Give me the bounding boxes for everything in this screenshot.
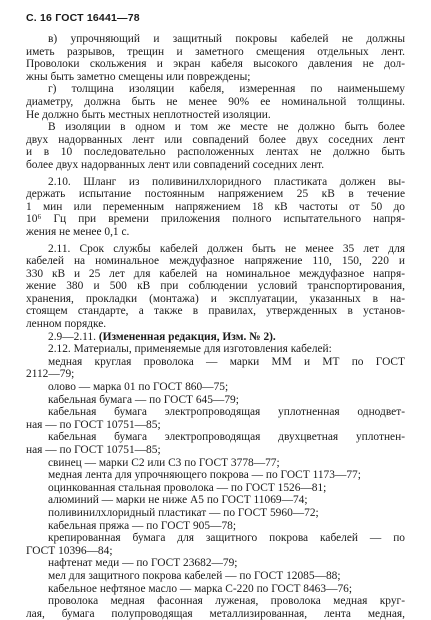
text-line: медная круглая проволока — марки ММ и МТ по ГОСТ (48, 355, 405, 368)
text-line: двух надорванных лент или совпадений более двух соседних лент (26, 133, 405, 146)
document-body (26, 33, 405, 620)
text-line: 2112—79; (26, 368, 75, 381)
text-line: иметь разрывов, трещин и заметного смещения отдельных лент. (26, 45, 405, 58)
text-line: 10⁶ Гц при времени приложения полного испытательного напря- (26, 213, 405, 226)
text-line: ная — по ГОСТ 10751—85; (26, 418, 161, 431)
text-line: жения не менее 0,1 с. (26, 225, 130, 238)
text-line: лая, бумага полупроводящая металлизированная, лента медная, (26, 607, 405, 620)
text-line: Не должно быть местных неплотностей изоляции. (26, 108, 271, 121)
text-line: кабелей на номинальное междуфазное напряжение 110, 150, 220 и (26, 255, 405, 268)
text-line: мел для защитного покрова кабелей — по ГОСТ 12085—88; (48, 569, 341, 582)
text-line: диаметру, должна быть не менее 90% ее номинальной толщины. (26, 95, 405, 108)
text-line: В изоляции в одном и том же месте не должно быть более (48, 121, 405, 134)
text-line: кабельная бумага электропроводящая уплотненная однодвет- (48, 406, 405, 419)
text-line: ленном порядке. (26, 318, 107, 331)
text-line: алюминий — марки не ниже А5 по ГОСТ 11069—74; (48, 494, 308, 507)
text-line: 2.12. Материалы, применяемые для изготовления кабелей: (48, 343, 332, 356)
text-line: жение 380 и 500 кВ при соблюдении условий транспортирования, (26, 280, 405, 293)
text-line: держать испытание постоянным напряжением 25 кВ в течение (26, 188, 405, 201)
text-line: 2.11. Срок службы кабелей должен быть не менее 35 лет для (48, 242, 405, 255)
text-line: 2.10. Шланг из поливинилхлоридного пластиката должен вы- (48, 175, 405, 188)
text-line: кабельная бумага — по ГОСТ 645—79; (48, 393, 239, 406)
page-header: С. 16 ГОСТ 16441—78 (26, 12, 140, 24)
text-line: кабельная пряжа — по ГОСТ 905—78; (48, 519, 237, 532)
text-line: олово — марка 01 по ГОСТ 860—75; (48, 381, 229, 394)
text-line: крепированная бумага для защитного покрова кабелей — по (48, 532, 405, 545)
text-line: 1 мин или переменным напряжением 18 кВ частоты от 50 до (26, 200, 405, 213)
text-line: оцинкованная стальная проволока — по ГОСТ 1526—81; (48, 481, 327, 494)
text-line: жны быть заметно смещены или повреждены; (26, 70, 251, 83)
text-line: кабельная бумага электропроводящая двухцветная уплотнен- (48, 431, 405, 444)
text-line: 2.9—2.11. (Измененная редакция, Изм. № 2). (48, 330, 276, 343)
text-line: нафтенат меди — по ГОСТ 23682—79; (48, 557, 238, 570)
text-line: ГОСТ 10396—84; (26, 544, 113, 557)
text-line: проволока медная фасонная луженая, проволока медная круг- (48, 595, 405, 608)
text-line: 330 кВ и 25 лет для кабелей на номинальное междуфазное напря- (26, 267, 405, 280)
text-line: г) толщина изоляции кабеля, измеренная по наименьшему (48, 83, 405, 96)
text-line: поливинилхлоридный пластикат — по ГОСТ 5960—72; (48, 506, 319, 519)
text-line: кабельное нефтяное масло — марка С-220 по ГОСТ 8463—76; (48, 582, 353, 595)
text-line: медная лента для упрочняющего покрова — по ГОСТ 1173—77; (48, 469, 361, 482)
text-line: свинец — марки С2 или С3 по ГОСТ 3778—77; (48, 456, 280, 469)
text-line: более двух надорванных лент или совпадений соседних лент. (26, 158, 325, 171)
text-line: хранения, прокладки (монтажа) и эксплуатации, указанных в на- (26, 292, 405, 305)
text-line: ная — по ГОСТ 10751—85; (26, 444, 161, 456)
text-line: и в 10 последовательно расположенных лентах не должно быть (26, 146, 405, 159)
text-line: Проволоки скольжения и экран кабеля высокого давления не дол- (26, 58, 405, 71)
text-line: в) упрочняющий и защитный покровы кабелей не должны (48, 33, 405, 45)
text-line: стоящем стандарте, а также в правилах, утвержденных в установ- (26, 305, 405, 318)
